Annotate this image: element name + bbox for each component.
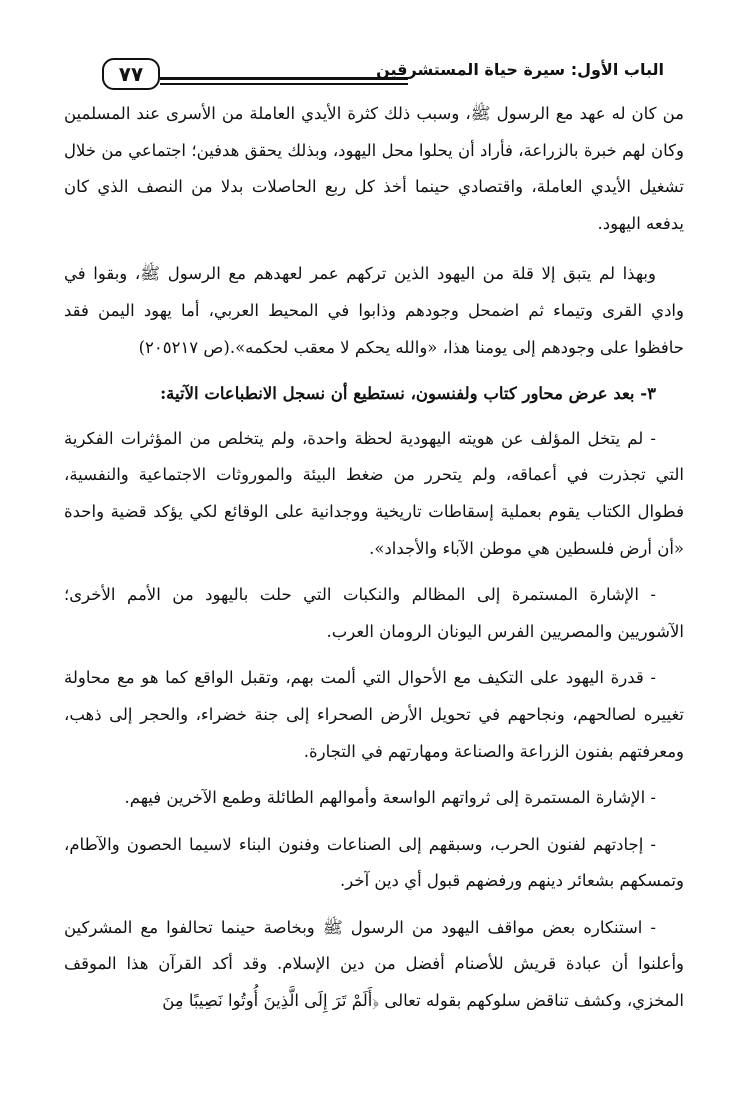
bullet-paragraph: - الإشارة المستمرة إلى ثرواتهم الواسعة وأموالهم الطائلة وطمع الآخرين فيهم.	[124, 788, 656, 808]
bullet-paragraph: - لم يتخل المؤلف عن هويته اليهودية لحظة واحدة، ولم يتخلص من المؤثرات الفكرية التي تجذرت في أعماقه، ولم يتحرر من ضغط البيئة والموروثات الاجتماعية والنفسية، فطوال الكتاب يقوم بعملية إسقاطات تاريخية ووجدانية على الوقائع لكي يؤكد قضية واحدة «أن أرض فلسطين هي موطن الآباء والأجداد».	[64, 428, 684, 558]
bullet-paragraph: - قدرة اليهود على التكيف مع الأحوال التي ألمت بهم، وتقبل الواقع كما هو مع محاولة تغييره لصالحهم، ونجاحهم في تحويل الأرض الصحراء إلى جنة خضراء، والحجر إلى ذهب، ومعرفتهم بفنون الزراعة والصناعة ومهارتهم في التجارة.	[64, 668, 684, 761]
section-heading: ٣- بعد عرض محاور كتاب ولفنسون، نستطيع أن نسجل الانطباعات الآتية:	[160, 384, 656, 404]
page-body	[64, 96, 684, 1030]
page-number: ٧٧	[102, 58, 160, 90]
bullet-paragraph: - الإشارة المستمرة إلى المظالم والنكبات التي حلت باليهود من الأمم الأخرى؛ الآشوريين والمصريين الفرس اليونان الرومان العرب.	[64, 585, 684, 641]
bullet-paragraph: - استنكاره بعض مواقف اليهود من الرسول ﷺ وبخاصة حينما تحالفوا مع المشركين وأعلنوا أن عبادة قريش للأصنام أفضل من دين الإسلام. وقد أكد القرآن هذا الموقف المخزي، وكشف تناقض سلوكهم بقوله تعالى ﴿أَلَمْ تَرَ إِلَى الَّذِينَ أُوتُوا نَصِيبًا مِنَ	[64, 917, 684, 1011]
bullet-paragraph: - إجادتهم لفنون الحرب، وسبقهم إلى الصناعات وفنون البناء لاسيما الحصون والآطام، وتمسكهم بشعائر دينهم ورفضهم قبول أي دين آخر.	[64, 834, 684, 891]
page-header	[100, 58, 664, 92]
paragraph: وبهذا لم يتبق إلا قلة من اليهود الذين تركهم عمر لعهدهم مع الرسول ﷺ، وبقوا في وادي القرى وتيماء ثم اضمحل وجودهم وذابوا في المحيط العربي، أما يهود اليمن فقد حافظوا على وجودهم إلى يومنا هذا، «والله يحكم لا معقب لحكمه».(ص ٢٠٥٢١٧)	[64, 264, 684, 357]
header-rule-thick	[160, 77, 408, 80]
running-title: الباب الأول: سيرة حياة المستشرقين	[376, 60, 664, 79]
header-rule-thin	[160, 83, 408, 85]
paragraph: من كان له عهد مع الرسول ﷺ، وسبب ذلك كثرة الأيدي العاملة من الأسرى عند المسلمين وكان لهم خبرة بالزراعة، فأراد أن يحلوا محل اليهود، وبذلك يحقق هدفين؛ اجتماعي من خلال تشغيل الأيدي العاملة، واقتصادي حينما أخذ كل ربع الحاصلات بدلا من النصف الذي كان يدفعه اليهود.	[64, 104, 684, 233]
